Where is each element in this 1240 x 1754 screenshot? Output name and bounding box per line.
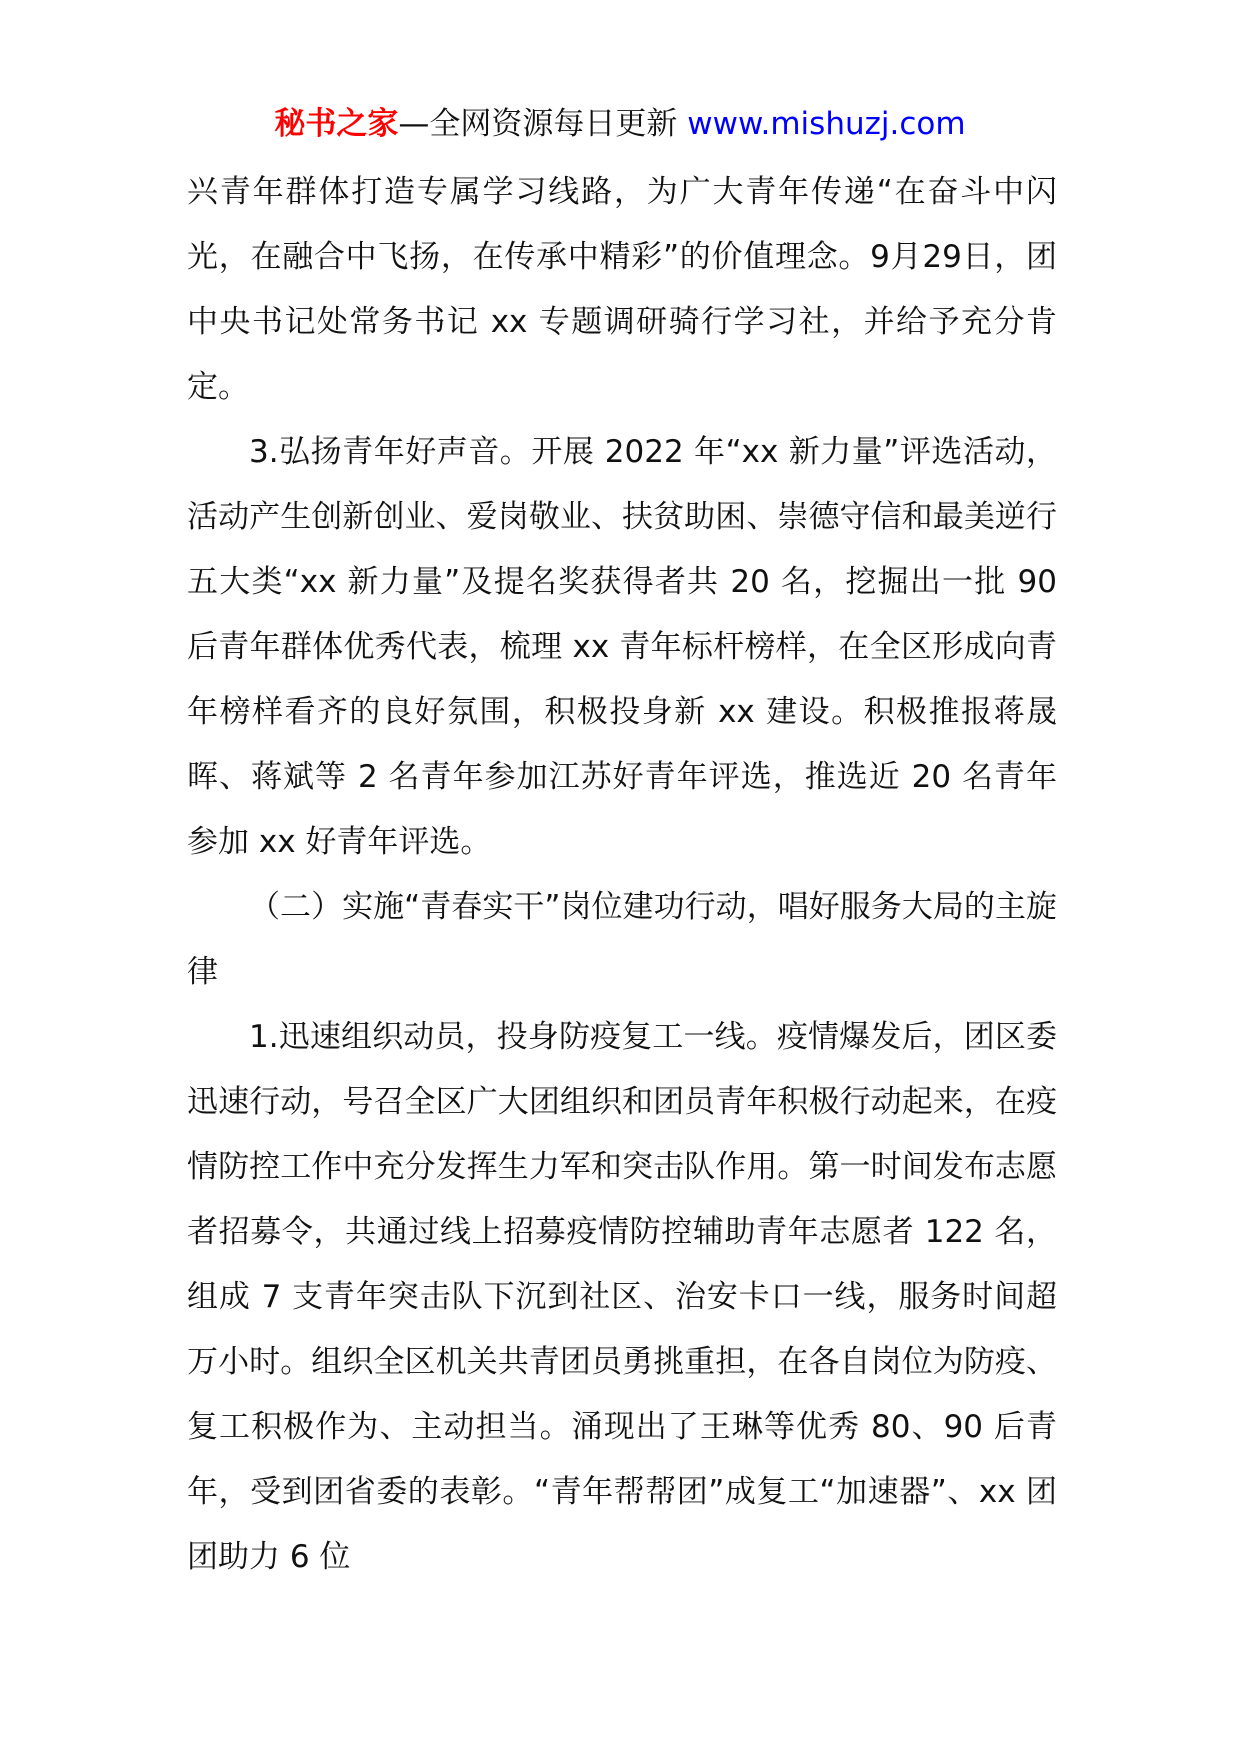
paragraph-continued: 兴青年群体打造专属学习线路，为广大青年传递“在奋斗中闪光，在融合中飞扬，在传承中精彩”的价值理念。9月29日，团中央书记处常务书记 xx 专题调研骑行学习社，并给予充分肯定。 <box>187 174 1057 405</box>
section-heading: （二）实施“青春实干”岗位建功行动，唱好服务大局的主旋律 <box>187 889 1057 990</box>
header-slogan: —全网资源每日更新 <box>398 106 678 142</box>
header-url-link[interactable]: www.mishuzj.com <box>687 106 966 142</box>
paragraph-youth-voice: 3.弘扬青年好声音。开展 2022 年“xx 新力量”评选活动，活动产生创新创业、爱岗敬业、扶贫助困、崇德守信和最美逆行五大类“xx 新力量”及提名奖获得者共 20 名，挖掘出一批 90 后青年群体优秀代表，梳理 xx 青年标杆榜样，在全区形成向青年榜样看齐的良好氛围，积极投身新 xx 建设。积极推报蒋晟晖、蒋斌等 2 名青年参加江苏好青年评选，推选近 20 名青年参加 xx 好青年评选。 <box>187 434 1057 860</box>
header-brand: 秘书之家 <box>274 106 399 142</box>
paragraph-epidemic-mobilization: 1.迅速组织动员，投身防疫复工一线。疫情爆发后，团区委迅速行动，号召全区广大团组织和团员青年积极行动起来，在疫情防控工作中充分发挥生力军和突击队作用。第一时间发布志愿者招募令，共通过线上招募疫情防控辅助青年志愿者 122 名，组成 7 支青年突击队下沉到社区、治安卡口一线，服务时间超万小时。组织全区机关共青团员勇挑重担，在各自岗位为防疫、复工积极作为、主动担当。涌现出了王琳等优秀 80、90 后青年，受到团省委的表彰。“青年帮帮团”成复工“加速器”、xx 团团助力 6 位 <box>187 1019 1057 1575</box>
document-body <box>187 160 1057 1590</box>
page-header <box>0 104 1240 144</box>
